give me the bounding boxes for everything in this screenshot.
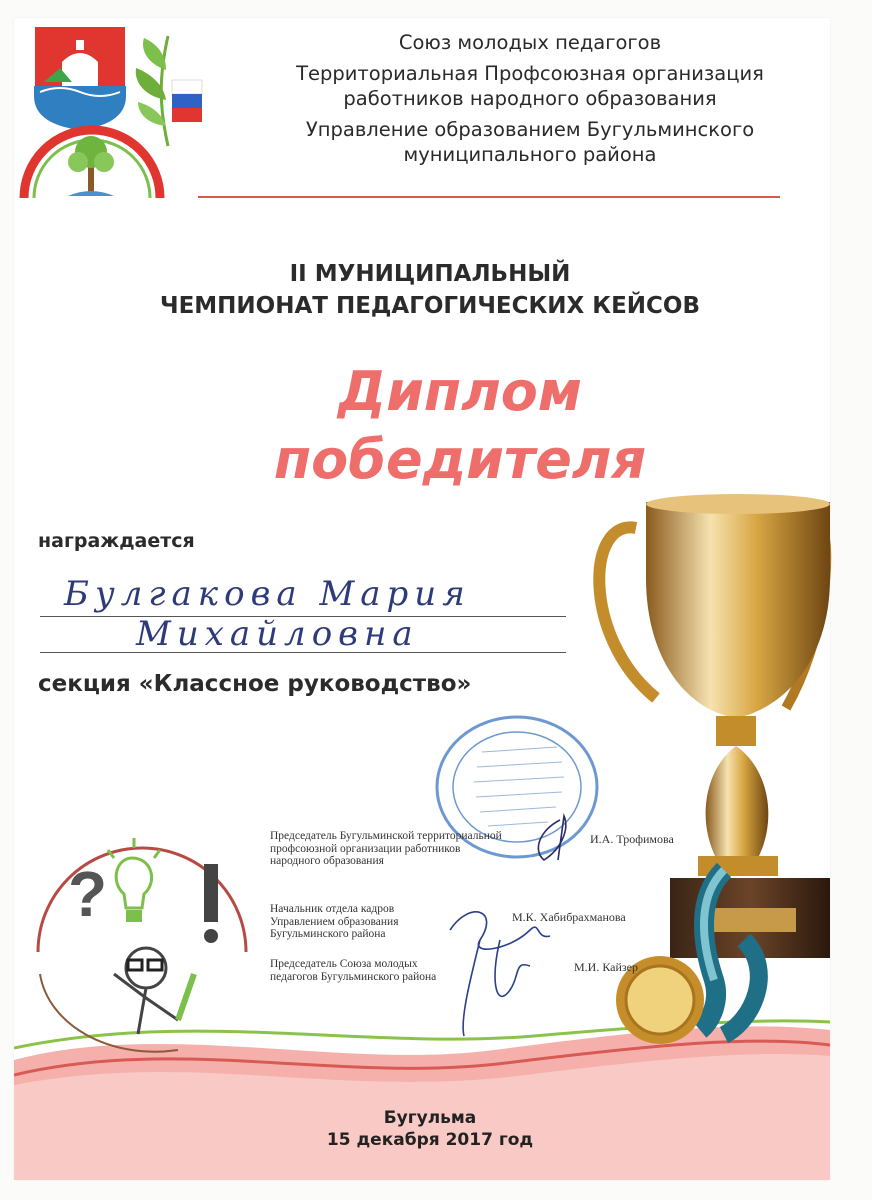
signature-1-name: И.А. Трофимова: [590, 832, 674, 846]
section-name: секция «Классное руководство»: [38, 671, 472, 697]
recipient-name-line1: Булгакова Мария: [64, 574, 471, 614]
signature-3-position: Председатель Союза молодых педагогов Бугульминского района: [270, 958, 437, 983]
signature-3-name: М.И. Кайзер: [574, 960, 638, 974]
org-young-teachers: Союз молодых педагогов: [398, 31, 662, 54]
footer-date: 15 декабря 2017 год: [326, 1130, 534, 1150]
signature-2-position: Начальник отдела кадров Управлением образования Бугульминского района: [270, 903, 399, 940]
handwritten-signatures: [440, 790, 620, 1040]
signature-2-name: М.К. Хабибрахманова: [512, 910, 626, 924]
org-education-dept-line2: муниципального района: [403, 143, 657, 166]
recipient-name-line2: Михайловна: [136, 614, 419, 654]
organizations-header: [230, 30, 830, 167]
union-leaf-flag-icon: [130, 30, 206, 148]
header-divider: [198, 196, 780, 198]
championship-title-line1: II МУНИЦИПАЛЬНЫЙ: [289, 261, 571, 287]
org-union-line2: работников народного образования: [343, 87, 717, 110]
awarded-label: награждается: [38, 530, 195, 552]
footer-city: Бугульма: [383, 1108, 477, 1128]
teacher-doodle-icon: [28, 824, 258, 1064]
diploma-heading: [60, 358, 860, 494]
org-education-dept-line1: Управление образованием Бугульминского: [305, 118, 755, 141]
diploma-heading-line2: победителя: [273, 428, 647, 491]
championship-title: [60, 258, 800, 322]
championship-title-line2: ЧЕМПИОНАТ ПЕДАГОГИЧЕСКИХ КЕЙСОВ: [159, 293, 701, 319]
signature-1-position: Председатель Бугульминской территориальной профсоюзной организации работников народного образования: [270, 830, 502, 867]
org-union-line1: Территориальная Профсоюзная организация: [296, 62, 764, 85]
svg-text:?: ?: [68, 858, 108, 930]
diploma-heading-line1: Диплом: [337, 360, 583, 423]
